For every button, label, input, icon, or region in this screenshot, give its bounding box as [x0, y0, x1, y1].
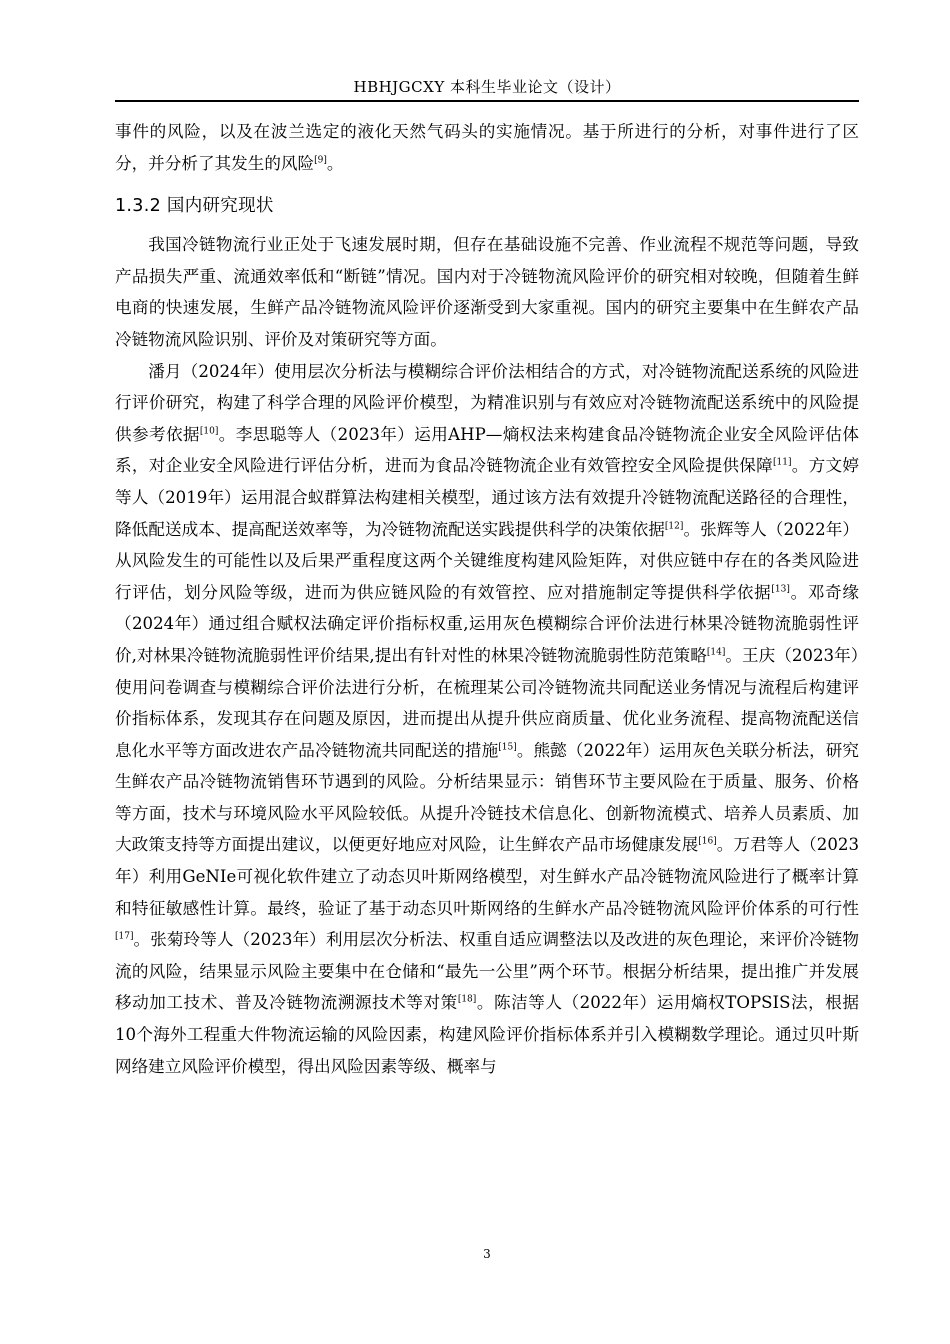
- citation-17: [17]: [115, 931, 134, 942]
- intro-text-end: 。: [326, 153, 344, 173]
- intro-text: 事件的风险，以及在波兰选定的液化天然气码头的实施情况。基于所进行的分析，对事件进行了区分，并分析了其发生的风险: [115, 122, 859, 173]
- page-body: [115, 116, 859, 1082]
- header-divider: [115, 100, 859, 102]
- citation-16: [16]: [698, 836, 717, 847]
- citation-10: [10]: [199, 426, 219, 437]
- citation-15: [15]: [498, 742, 517, 753]
- citation-11: [11]: [773, 457, 792, 468]
- sentence-7: 。熊懿（2022年）运用灰色关联分析法，研究生鲜农产品冷链物流销售环节遇到的风险。分析结果显示：销售环节主要风险在于质量、服务、价格等方面，技术与环境风险水平风险较低。从提升冷链技术信息化、创新物流模式、培养人员素质、加大政策支持等方面提出建议，以便更好地应对风险，让生鲜农产品市场健康发展: [115, 740, 859, 855]
- intro-paragraph: [115, 116, 859, 179]
- citation-14: [14]: [706, 647, 726, 658]
- sentence-8: 。万君等人（2023年）利用GeNIe可视化软件建立了动态贝叶斯网络模型，对生鲜水产品冷链物流风险进行了概率计算和特征敏感性计算。最终，验证了基于动态贝叶斯网络的生鲜水产品冷链物流风险评价体系的可行性: [115, 835, 860, 918]
- sentence-4: 。张辉等人（2022年）从风险发生的可能性以及后果严重程度这两个关键维度构建风险矩阵，对供应链中存在的各类风险进行评估，划分风险等级，进而为供应链风险的有效管控、应对措施制定等提供科学依据: [115, 519, 859, 602]
- sentence-5: 。邓奇缘（2024年）通过组合赋权法确定评价指标权重,运用灰色模糊综合评价法进行林果冷链物流脆弱性评价,对林果冷链物流脆弱性评价结果,提出有针对性的林果冷链物流脆弱性防范策略: [115, 582, 860, 665]
- sentence-9: 。张菊玲等人（2023年）利用层次分析法、权重自适应调整法以及改进的灰色理论，来评价冷链物流的风险，结果显示风险主要集中在仓储和“最先一公里”两个环节。根据分析结果，提出推广并发展移动加工技术、普及冷链物流溯源技术等对策: [115, 930, 859, 1013]
- citation-18: [18]: [457, 994, 477, 1005]
- sentence-3: 。方文婷等人（2019年）运用混合蚁群算法构建相关模型，通过该方法有效提升冷链物流配送路径的合理性，降低配送成本、提高配送效率等，为冷链物流配送实践提供科学的决策依据: [115, 456, 860, 539]
- sentence-6: 。王庆（2023年）使用问卷调查与模糊综合评价法进行分析，在梳理某公司冷链物流共同配送业务情况与流程后构建评价指标体系，发现其存在问题及原因，进而提出从提升供应商质量、优化业务流程、提高物流配送信息化水平等方面改进农产品冷链物流共同配送的措施: [115, 645, 859, 760]
- citation-12: [12]: [664, 521, 684, 531]
- citation-9: [9]: [314, 155, 327, 166]
- page-header: HBHJGCXY 本科生毕业论文（设计）: [353, 78, 621, 96]
- sentence-10: 。陈洁等人（2022年）运用熵权TOPSIS法，根据10个海外工程重大件物流运输的风险因素，构建风险评价指标体系并引入模糊数学理论。通过贝叶斯网络建立风险评价模型，得出风险因素等级、概率与: [115, 993, 859, 1076]
- paragraph-2: [115, 356, 859, 1083]
- page-number: 3: [483, 1247, 491, 1261]
- section-heading: 1.3.2 国内研究现状: [115, 196, 274, 217]
- citation-13: [13]: [771, 584, 790, 595]
- paragraph-1: 我国冷链物流行业正处于飞速发展时期，但存在基础设施不完善、作业流程不规范等问题，导致产品损失严重、流通效率低和“断链”情况。国内对于冷链物流风险评价的研究相对较晚，但随着生鲜电商的快速发展，生鲜产品冷链物流风险评价逐渐受到大家重视。国内的研究主要集中在生鲜农产品冷链物流风险识别、评价及对策研究等方面。: [115, 235, 859, 349]
- sentence-1: 潘月（2024年）使用层次分析法与模糊综合评价法相结合的方式，对冷链物流配送系统的风险进行评价研究，构建了科学合理的风险评价模型，为精准识别与有效应对冷链物流配送系统中的风险提供参考依据: [115, 361, 859, 444]
- sentence-2: 。李思聪等人（2023年）运用AHP—熵权法来构建食品冷链物流企业安全风险评估体系，对企业安全风险进行评估分析，进而为食品冷链物流企业有效管控安全风险提供保障: [115, 424, 859, 476]
